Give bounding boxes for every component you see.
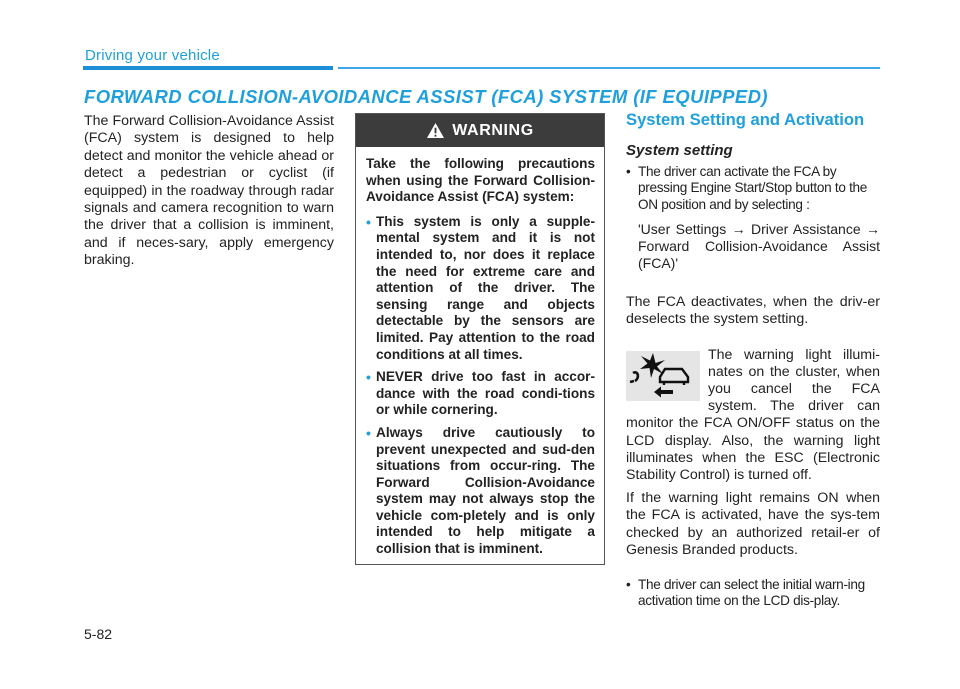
header-label: Driving your vehicle (85, 47, 220, 64)
bullet-dot: • (366, 369, 371, 386)
bullet-dot: • (366, 213, 371, 230)
activation-bullet: • The driver can activate the FCA by pressing Engine Start/Stop button to the ON position and by selecting : (626, 164, 880, 213)
page-number: 5-82 (84, 626, 113, 642)
setting-heading: System Setting and Activation (626, 110, 865, 129)
warning-item: • NEVER drive too fast in accor-dance with the road condi-tions or while cornering. (366, 369, 595, 418)
warning-header (356, 114, 604, 147)
warning-light-text: The warning light illumi-nates on the cluster, when you cancel the FCA system. The driver can monitor the FCA ON/OFF status on the LCD display. Also, the warning light illuminates when the ESC (Electronic Stability Control) is turned off. (626, 346, 880, 484)
fca-warning-light-icon (626, 351, 700, 401)
system-setting-column (626, 110, 880, 610)
warning-item: • This system is only a supple-mental system and it is not intended to, nor does it replace the need for extreme care and attention of the driver. The sensing range and objects detectable by the sensors are limited. Pay attention to the road conditions at all times. (366, 213, 595, 362)
warning-item: • Always drive cautiously to prevent unexpected and sud-den situations from occur-ring. The Forward Collision-Avoidance system may not always stop the vehicle com-pletely and is only intended to help mitigate a collision that is imminent. (366, 424, 595, 557)
warning-light-paragraph (626, 347, 880, 485)
menu-path: 'User Settings → Driver Assistance → Forward Collision-Avoidance Assist (FCA)' (638, 221, 880, 272)
remains-on-paragraph: If the warning light remains ON when the FCA is activated, have the sys-tem checked by an authorized retail-er of Genesis Branded products. (626, 490, 880, 558)
section-title: FORWARD COLLISION-AVOIDANCE ASSIST (FCA) SYSTEM (IF EQUIPPED) (84, 86, 768, 107)
bullet-dot: • (366, 424, 371, 441)
header-rule-dark (83, 66, 333, 70)
warning-triangle-icon (426, 122, 445, 139)
deactivate-paragraph: The FCA deactivates, when the driv-er deselects the system setting. (626, 294, 880, 328)
header-rule-light (338, 67, 880, 69)
warning-lead: Take the following precautions when using the Forward Collision-Avoidance Assist (FCA) system: (366, 156, 595, 205)
warning-title: WARNING (452, 121, 534, 139)
warning-body (356, 147, 604, 558)
intro-paragraph: The Forward Collision-Avoidance Assist (FCA) system is designed to help detect and monitor the vehicle ahead or detect a pedestrian or cyclist (if equipped) in the roadway through radar signals and camera recognition to warn the driver that a collision is imminent, and if neces-sary, apply emergency braking. (84, 113, 334, 269)
warning-list (366, 214, 595, 558)
warning-box (355, 113, 605, 565)
initial-warning-bullet: • The driver can select the initial warn-ing activation time on the LCD dis-play. (626, 577, 880, 610)
setting-subheading: System setting (626, 142, 733, 159)
